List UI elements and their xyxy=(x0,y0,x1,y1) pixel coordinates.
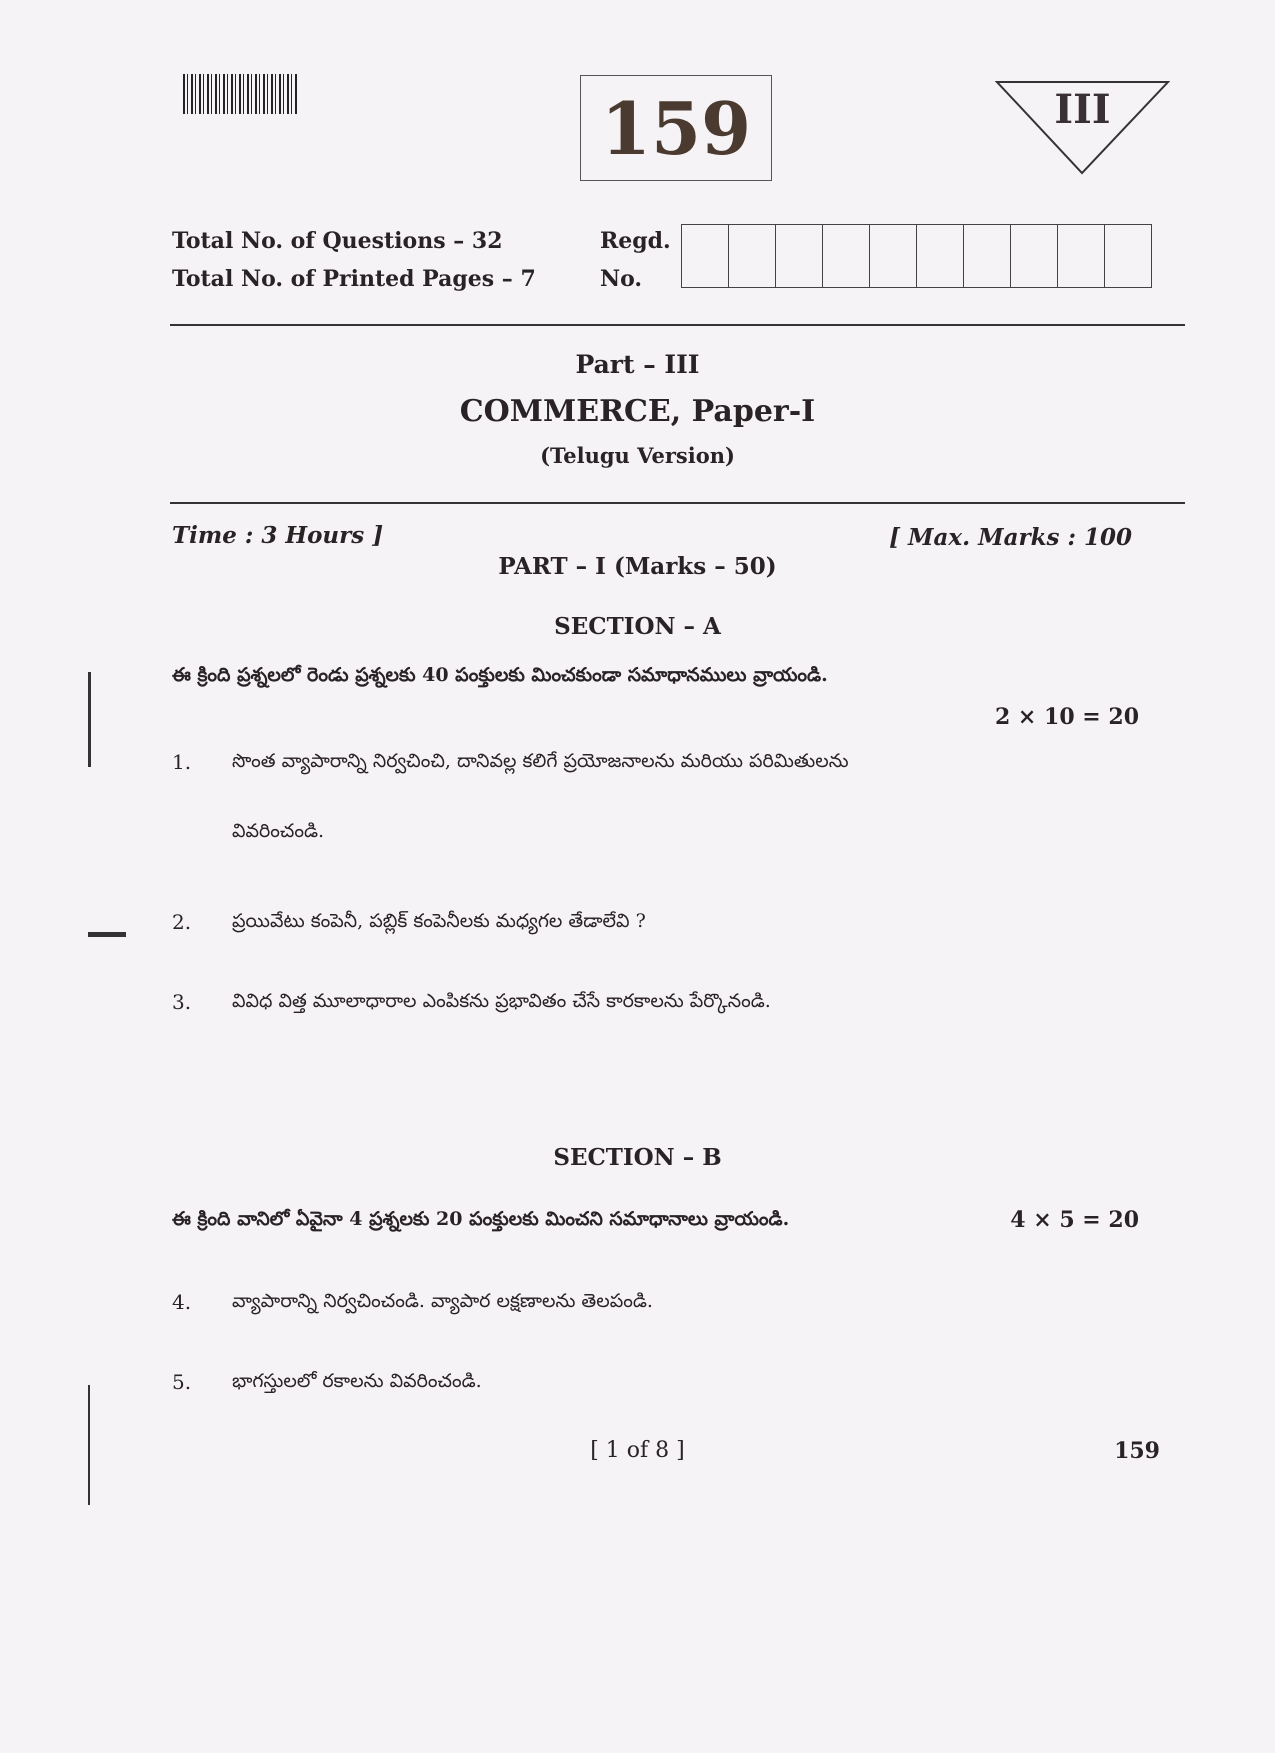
regd-label-2: No. xyxy=(600,266,643,292)
scan-mark xyxy=(88,672,91,767)
section-a-marks: 2 × 10 = 20 xyxy=(994,704,1139,730)
total-questions: Total No. of Questions – 32 xyxy=(172,228,503,254)
paper-info xyxy=(172,222,536,298)
part-one-heading: PART – I (Marks – 50) xyxy=(498,553,777,580)
version-label: (Telugu Version) xyxy=(540,443,735,468)
set-triangle xyxy=(995,80,1170,175)
regd-number-boxes xyxy=(681,224,1152,288)
paper-code: 159 xyxy=(580,75,772,181)
section-b-marks: 4 × 5 = 20 xyxy=(1010,1207,1139,1233)
section-a-title: SECTION – A xyxy=(554,613,721,640)
question-number: 4. xyxy=(172,1290,192,1314)
question-number: 2. xyxy=(172,910,192,934)
part-title: Part – III xyxy=(575,350,700,379)
question-text: వివిధ విత్త మూలాధారాల ఎంపికను ప్రభావితం చేసే కారకాలను పేర్కొనండి. xyxy=(232,990,771,1012)
set-number: III xyxy=(1054,86,1111,133)
footer-code: 159 xyxy=(1114,1438,1160,1464)
section-b-title: SECTION – B xyxy=(553,1144,722,1171)
question-text: భాగస్తులలో రకాలను వివరించండి. xyxy=(232,1370,482,1392)
time-label: Time : 3 Hours ] xyxy=(172,522,384,549)
regd-label xyxy=(600,222,671,298)
scan-mark xyxy=(88,932,126,937)
divider xyxy=(170,502,1185,504)
question-text: సొంత వ్యాపారాన్ని నిర్వచించి, దానివల్ల కలిగే ప్రయోజనాలను మరియు పరిమితులను xyxy=(232,750,849,772)
scan-mark xyxy=(88,1385,90,1505)
regd-label-1: Regd. xyxy=(600,228,671,254)
barcode xyxy=(183,74,298,114)
subject-title: COMMERCE, Paper-I xyxy=(459,394,816,429)
question-number: 5. xyxy=(172,1370,192,1394)
total-pages: Total No. of Printed Pages – 7 xyxy=(172,266,536,292)
question-number: 1. xyxy=(172,750,192,774)
max-marks: [ Max. Marks : 100 xyxy=(889,524,1132,551)
section-b-instruction: ఈ క్రింది వానిలో ఏవైనా 4 ప్రశ్నలకు 20 పంక్తులకు మించని సమాధానాలు వ్రాయండి. xyxy=(172,1208,790,1230)
section-a-instruction: ఈ క్రింది ప్రశ్నలలో రెండు ప్రశ్నలకు 40 పంక్తులకు మించకుండా సమాధానములు వ్రాయండి. xyxy=(172,664,828,686)
question-text: వివరించండి. xyxy=(232,820,325,842)
divider xyxy=(170,324,1185,326)
page-number: [ 1 of 8 ] xyxy=(590,1438,685,1463)
question-text: వ్యాపారాన్ని నిర్వచించండి. వ్యాపార లక్షణాలను తెలపండి. xyxy=(232,1290,653,1312)
question-number: 3. xyxy=(172,990,192,1014)
question-text: ప్రయివేటు కంపెనీ, పబ్లిక్ కంపెనీలకు మధ్యగల తేడాలేవి ? xyxy=(232,910,646,932)
